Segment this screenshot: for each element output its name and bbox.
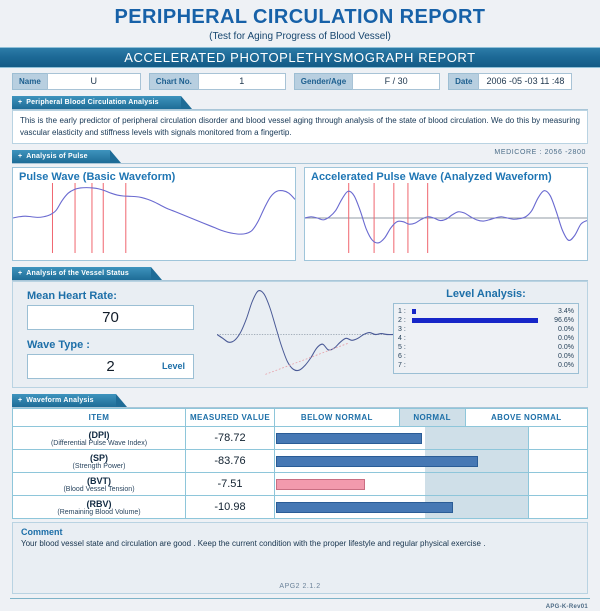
divider (12, 163, 588, 164)
plus-icon: + (18, 99, 23, 106)
column-header: BELOW NORMAL (275, 409, 400, 427)
section-tab-waveform-label: Waveform Analysis (26, 397, 94, 404)
item-abbr: (BVT) (87, 475, 111, 486)
level-analysis-table (393, 303, 579, 374)
page-title: PERIPHERAL CIRCULATION REPORT (114, 6, 486, 28)
table-row (13, 427, 588, 450)
field-date (448, 73, 572, 90)
column-header: NORMAL (399, 409, 465, 427)
description-text: This is the early predictor of peripheral circulation disorder and blood vessel aging through analysis of the state of blood circulation. We do this by measuring vascular elasticity and stiffness levels with signals monitored from a fingertip. (12, 110, 588, 144)
level-number: 6 : (398, 353, 406, 360)
level-row (398, 307, 574, 316)
table-header-row (13, 409, 588, 427)
range-bar (276, 433, 422, 444)
comment-panel (12, 522, 588, 594)
section-tab-circulation-label: Peripheral Blood Circulation Analysis (26, 99, 159, 106)
item-abbr: (SP) (90, 452, 108, 463)
patient-fields (0, 68, 600, 90)
title-zone (0, 0, 600, 42)
level-percent: 0.0% (558, 362, 574, 369)
section-tab-vessel-label: Analysis of the Vessel Status (26, 270, 129, 277)
field-name (12, 73, 141, 90)
column-header: MEASURED VALUE (186, 409, 275, 427)
item-cell (13, 427, 186, 450)
item-full-name: (Remaining Blood Volume) (57, 508, 141, 516)
device-tag: MEDICORE : 2056 -2800 (494, 149, 586, 156)
level-number: 4 : (398, 335, 406, 342)
section-tab-pulse[interactable] (12, 150, 110, 163)
level-bar-cell (412, 309, 542, 314)
range-bar-cell (275, 427, 588, 450)
chart-no-label: Chart No. (149, 73, 198, 90)
section-tab-circulation[interactable] (12, 96, 181, 109)
item-full-name: (Differential Pulse Wave Index) (50, 439, 148, 447)
section-tab-vessel[interactable] (12, 267, 151, 280)
level-number: 3 : (398, 326, 406, 333)
level-row (398, 316, 574, 325)
level-bar-cell (412, 327, 542, 332)
vessel-metrics (13, 282, 217, 387)
pulse-wave-basic-chart (12, 167, 296, 261)
pulse-wave-analyzed-chart (304, 167, 588, 261)
vessel-waveform-chart (217, 282, 393, 387)
range-bar-cell (275, 496, 588, 519)
range-bar-cell (275, 473, 588, 496)
level-analysis-panel (393, 282, 587, 387)
pulse-wave-row (12, 167, 588, 261)
level-percent: 3.4% (558, 308, 574, 315)
comment-text: Your blood vessel state and circulation are good . Keep the current condition with the proper lifestyle and regular physical exercise . (21, 539, 486, 548)
level-bar-cell (412, 345, 542, 350)
plus-icon: + (18, 270, 23, 277)
measured-value-cell: -83.76 (186, 450, 275, 473)
level-row (398, 334, 574, 343)
table-row (13, 473, 588, 496)
pulse-wave-basic-title: Pulse Wave (Basic Waveform) (19, 171, 176, 183)
comment-title: Comment (21, 527, 63, 537)
section-tab-pulse-label: Analysis of Pulse (26, 153, 88, 160)
level-bar (412, 309, 416, 314)
item-cell (13, 473, 186, 496)
level-bar (412, 318, 538, 323)
chart-no-input[interactable]: 1 (198, 73, 286, 90)
item-full-name: (Strength Power) (72, 462, 126, 470)
analyzed-waveform-plot (305, 183, 587, 253)
name-input[interactable]: U (47, 73, 141, 90)
level-row (398, 343, 574, 352)
date-label: Date (448, 73, 478, 90)
level-analysis-label: Level Analysis: (446, 288, 526, 300)
measured-value-cell: -10.98 (186, 496, 275, 519)
level-percent: 0.0% (558, 344, 574, 351)
wave-type-unit: Level (161, 361, 185, 371)
plus-icon: + (18, 397, 23, 404)
level-row (398, 361, 574, 370)
item-abbr: (DPI) (88, 429, 110, 440)
gender-age-input[interactable]: F / 30 (352, 73, 440, 90)
gender-age-label: Gender/Age (294, 73, 352, 90)
level-percent: 0.0% (558, 353, 574, 360)
range-bar (276, 502, 453, 513)
basic-waveform-plot (13, 183, 295, 253)
measured-value-cell: -78.72 (186, 427, 275, 450)
item-full-name: (Blood Vessel Tension) (63, 485, 135, 493)
level-bar-cell (412, 318, 542, 323)
page-subtitle: (Test for Aging Progress of Blood Vessel) (209, 31, 391, 42)
table-row (13, 450, 588, 473)
mean-heart-rate-label: Mean Heart Rate: (27, 290, 117, 302)
wave-type-field[interactable] (27, 354, 194, 379)
report-band-title: ACCELERATED PHOTOPLETHYSMOGRAPH REPORT (0, 47, 600, 68)
range-bar-cell (275, 450, 588, 473)
name-label: Name (12, 73, 47, 90)
vessel-status-panel (12, 281, 588, 388)
wave-type-label: Wave Type : (27, 339, 90, 351)
date-input[interactable]: 2006 -05 -03 11 :48 (478, 73, 572, 90)
level-row (398, 352, 574, 361)
vessel-waveform-plot (217, 282, 393, 387)
item-abbr: (RBV) (86, 498, 112, 509)
wave-type-value: 2 (106, 358, 115, 375)
revision-label: APG-K-Rev01 (545, 604, 588, 610)
level-number: 5 : (398, 344, 406, 351)
mean-heart-rate-value: 70 (102, 309, 119, 326)
plus-icon: + (18, 153, 23, 160)
section-tab-waveform[interactable] (12, 394, 116, 407)
level-percent: 0.0% (558, 326, 574, 333)
item-cell (13, 450, 186, 473)
field-gender-age (294, 73, 440, 90)
mean-heart-rate-field[interactable] (27, 305, 194, 330)
level-row (398, 325, 574, 334)
item-cell (13, 496, 186, 519)
level-percent: 0.0% (558, 335, 574, 342)
level-number: 7 : (398, 362, 406, 369)
range-bar (276, 479, 365, 490)
level-bar-cell (412, 363, 542, 368)
level-number: 1 : (398, 308, 406, 315)
range-bar (276, 456, 478, 467)
column-header: ABOVE NORMAL (465, 409, 587, 427)
level-percent: 96.6% (554, 317, 574, 324)
level-bar-cell (412, 336, 542, 341)
version-label: APG2 2.1.2 (279, 583, 321, 590)
pulse-wave-analyzed-title: Accelerated Pulse Wave (Analyzed Waveform) (311, 171, 552, 183)
level-number: 2 : (398, 317, 406, 324)
waveform-analysis-table (12, 408, 588, 519)
measured-value-cell: -7.51 (186, 473, 275, 496)
level-bar-cell (412, 354, 542, 359)
column-header: ITEM (13, 409, 186, 427)
field-chart-no (149, 73, 286, 90)
table-row (13, 496, 588, 519)
